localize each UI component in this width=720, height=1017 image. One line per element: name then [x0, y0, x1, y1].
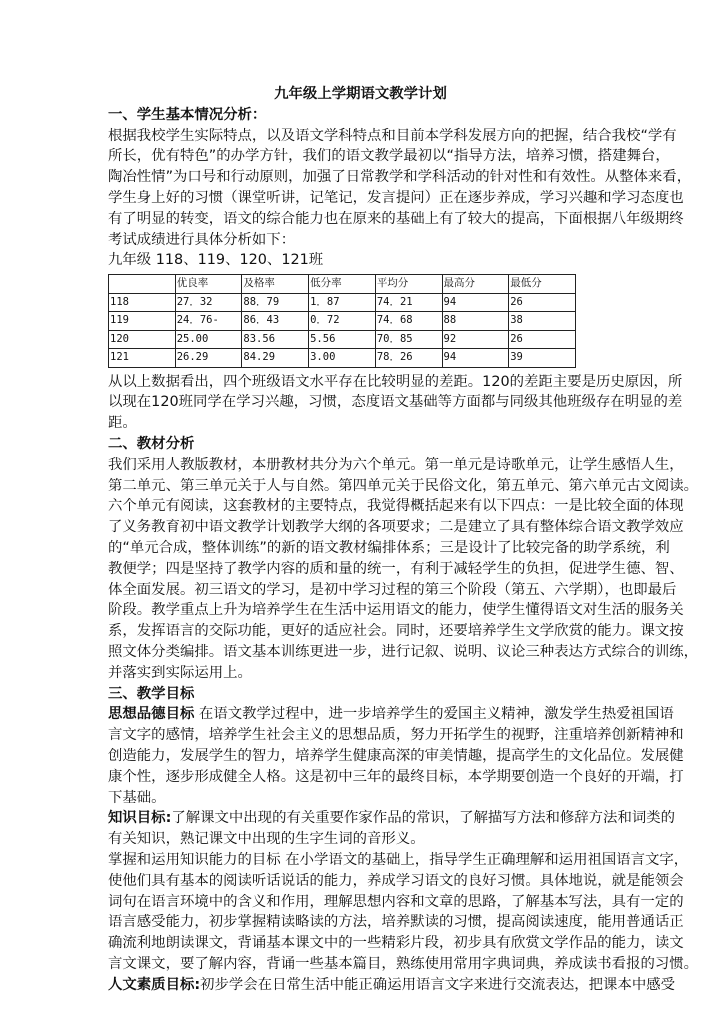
text-line	[108, 126, 677, 147]
table-cell: 39	[509, 349, 576, 368]
text-line-content: 创造能力，发展学生的智力，培养学生健康高深的审美情趣，提高学生的文化品位。发展健	[108, 748, 684, 765]
text-line	[108, 372, 683, 393]
knowledge-goal-paragraph	[108, 808, 676, 850]
text-line	[108, 455, 684, 476]
text-line-content: 我们采用人教版教材，本册教材共分为六个单元。第一单元是诗歌单元，让学生感悟人生，	[108, 456, 684, 473]
text-line-content: 的“单元合成，整体训练”的新的语文教材编排体系；三是设计了比较完备的助学系统，利	[108, 540, 670, 557]
text-line	[108, 788, 613, 809]
text-line	[108, 413, 613, 434]
text-line-content: 陶冶性情”为口号和行动原则，加强了日常教学和学科活动的针对性和有效性。从整体来看，	[108, 169, 692, 186]
column-header: 及格率	[242, 275, 309, 294]
text-line-content: 所长，优有特色”的办学方针，我们的语文教学最初以“指导方法，培养习惯，搭建舞台，	[108, 148, 670, 165]
text-line-content: 言文课文，要了解内容，背诵一些基本篇目，熟练使用常用字典词典，养成读书看报的习惯。	[108, 955, 699, 972]
text-line-content: 在语文教学过程中，进一步培养学生的爱国主义精神，激发学生热爱祖国语	[194, 706, 674, 723]
text-line-content: 六个单元有阅读，这套教材的主要特点，我觉得概括起来有以下四点：一是比较全面的体现	[108, 498, 684, 515]
text-line	[108, 663, 613, 684]
text-line	[108, 517, 684, 538]
moral-goal-paragraph	[108, 704, 684, 808]
table-cell: 74．21	[375, 293, 442, 312]
column-header	[109, 275, 176, 294]
text-line-content: 照文体分类编排。语文基本训练更进一步，进行记叙、说明、议论三种表达方式综合的训练，	[108, 644, 699, 661]
table-cell: 83.56	[242, 330, 309, 349]
column-header: 最高分	[442, 275, 509, 294]
text-line-content: 距。	[108, 415, 137, 432]
document-title: 九年级上学期语文教学计划	[274, 86, 447, 102]
text-line	[108, 496, 684, 517]
text-line	[108, 538, 670, 559]
table-cell: 3.00	[309, 349, 376, 368]
text-line-content: 并落实到实际运用上。	[108, 664, 252, 681]
column-header: 最低分	[509, 275, 576, 294]
text-line-content: 了解课文中出现的有关重要作家作品的常识，了解描写方法和修辞方法和词类的	[171, 810, 676, 827]
table-row	[109, 330, 576, 349]
table-cell: 120	[109, 330, 176, 349]
table-cell: 26	[509, 293, 576, 312]
text-line-content: 根据我校学生实际特点，以及语文学科特点和目前本学科发展方向的把握，结合我校“学有	[108, 127, 677, 144]
text-line-content: 语言感受能力，初步掌握精读略读的方法，培养默读的习惯，提高阅读速度，能用普通话正	[108, 914, 684, 931]
text-line	[108, 476, 699, 497]
text-line	[108, 559, 684, 580]
text-line-content: 使他们具有基本的阅读听话说话的能力，养成学习语文的良好习惯。具体地说，就是能领会	[108, 872, 684, 889]
text-line-content: 阶段。教学重点上升为培养学生在生活中运用语文的能力，使学生懂得语文对生活的服务关	[108, 602, 684, 619]
table-cell: 1．87	[309, 293, 376, 312]
text-line	[108, 954, 699, 975]
text-line	[108, 392, 683, 413]
text-line	[108, 209, 684, 230]
text-line	[108, 704, 674, 725]
goal-label: 知识目标:	[108, 810, 172, 827]
text-line	[108, 188, 684, 209]
text-line-content: 掌握和运用知识能力的目标 在小学语文的基础上，指导学生正确理解和运用祖国语言文字，	[108, 852, 689, 868]
text-line-content: 从以上数据看出，四个班级语文水平存在比较明显的差距。120的差距主要是历史原因，所	[108, 373, 683, 390]
text-line-content: 词句在语言环境中的含义和作用，理解思想内容和文章的思路，了解基本写法，具有一定的	[108, 893, 684, 910]
text-line	[108, 912, 684, 933]
text-line	[108, 725, 684, 746]
table-cell: 121	[109, 349, 176, 368]
table-row	[109, 349, 576, 368]
text-line-content: 言文字的感情，培养学生社会主义的思想品质，努力开拓学生的视野，注重培养创新精神和	[108, 727, 684, 744]
section-heading-teaching-goals: 三、教学目标	[108, 685, 195, 702]
table-cell: 78．26	[375, 349, 442, 368]
table-caption: 九年级 118、119、120、121班	[108, 252, 324, 269]
goal-label: 人文素质目标:	[108, 976, 201, 993]
text-line-content: 有了明显的转变，语文的综合能力也在原来的基础上有了较大的提高，下面根据八年级期终	[108, 210, 684, 227]
text-line-content: 考试成绩进行具体分析如下：	[108, 231, 296, 248]
table-cell: 26.29	[175, 349, 242, 368]
text-line	[108, 642, 699, 663]
humanities-goal-paragraph	[108, 975, 676, 996]
score-table	[108, 274, 576, 368]
table-cell: 25.00	[175, 330, 242, 349]
document-page	[108, 84, 699, 996]
text-line	[108, 829, 613, 850]
text-line	[108, 580, 677, 601]
table-cell: 88	[442, 312, 509, 331]
section-heading-textbook-analysis: 二、教材分析	[108, 436, 195, 453]
text-line-content: 确流利地朗读课文，背诵基本课文中的一些精彩片段，初步具有欣赏文学作品的能力，读文	[108, 935, 684, 952]
table-cell: 92	[442, 330, 509, 349]
text-line	[108, 933, 684, 954]
text-line-content: 了义务教育初中语文教学计划教学大纲的各项要求；二是建立了具有整体综合语文教学效应	[108, 519, 684, 536]
text-line	[108, 746, 684, 767]
table-row	[109, 293, 576, 312]
text-line-content: 康个性，逐步形成健全人格。这是初中三年的最终目标，本学期要创造一个良好的开端，打	[108, 768, 684, 785]
table-cell: 38	[509, 312, 576, 331]
table-cell: 94	[442, 293, 509, 312]
text-line-content: 初步学会在日常生活中能正确运用语言文字来进行交流表达，把课本中感受	[200, 976, 676, 993]
table-cell: 5.56	[309, 330, 376, 349]
table-cell: 119	[109, 312, 176, 331]
table-cell: 88．79	[242, 293, 309, 312]
table-header-row	[109, 275, 576, 294]
text-line	[108, 808, 676, 829]
table-cell: 94	[442, 349, 509, 368]
column-header: 平均分	[375, 275, 442, 294]
text-line	[108, 892, 684, 913]
text-line-content: 有关知识，熟记课文中出现的生字生词的音形义。	[108, 831, 425, 848]
table-cell: 118	[109, 293, 176, 312]
table-cell: 26	[509, 330, 576, 349]
goal-label: 思想品德目标	[108, 706, 195, 723]
table-analysis-paragraph	[108, 372, 683, 434]
text-line	[108, 146, 670, 167]
text-line-content: 学生身上好的习惯（课堂听讲，记笔记，发言提问）正在逐步养成，学习兴趣和学习态度也	[108, 189, 684, 206]
text-line	[108, 850, 689, 871]
text-line-content: 教便学；四是坚持了教学内容的质和量的统一，有利于减轻学生的负担，促进学生德、智、	[108, 560, 684, 577]
text-line-content: 以现在120班同学在学习兴趣，习惯，态度语文基础等方面都与同级其他班级存在明显的差	[108, 394, 683, 411]
table-cell: 24．76-	[175, 312, 242, 331]
column-header: 优良率	[175, 275, 242, 294]
table-cell: 74．68	[375, 312, 442, 331]
text-line	[108, 621, 684, 642]
table-cell: 0．72	[309, 312, 376, 331]
textbook-analysis-paragraph	[108, 455, 699, 684]
text-line-content: 体全面发展。初三语文的学习，是初中学习过程的第三个阶段（第五、六学期），也即最后	[108, 581, 677, 598]
student-analysis-paragraph	[108, 126, 692, 251]
text-line	[108, 167, 692, 188]
text-line-content: 系，发挥语言的交际功能，更好的适应社会。同时，还要培养学生文学欣赏的能力。课文按	[108, 623, 684, 640]
table-cell: 70．85	[375, 330, 442, 349]
table-cell: 84.29	[242, 349, 309, 368]
ability-goal-paragraph	[108, 850, 699, 975]
text-line-content: 下基础。	[108, 789, 166, 806]
section-heading-student-analysis: 一、学生基本情况分析：	[108, 106, 267, 123]
text-line	[108, 600, 684, 621]
text-line	[108, 871, 684, 892]
table-cell: 27．32	[175, 293, 242, 312]
text-line	[108, 975, 676, 996]
column-header: 低分率	[309, 275, 376, 294]
table-row	[109, 312, 576, 331]
text-line	[108, 767, 684, 788]
table-cell: 86．43	[242, 312, 309, 331]
text-line	[108, 230, 613, 251]
text-line-content: 第二单元、第三单元关于人与自然。第四单元关于民俗文化，第五单元、第六单元古文阅读。	[108, 477, 699, 494]
